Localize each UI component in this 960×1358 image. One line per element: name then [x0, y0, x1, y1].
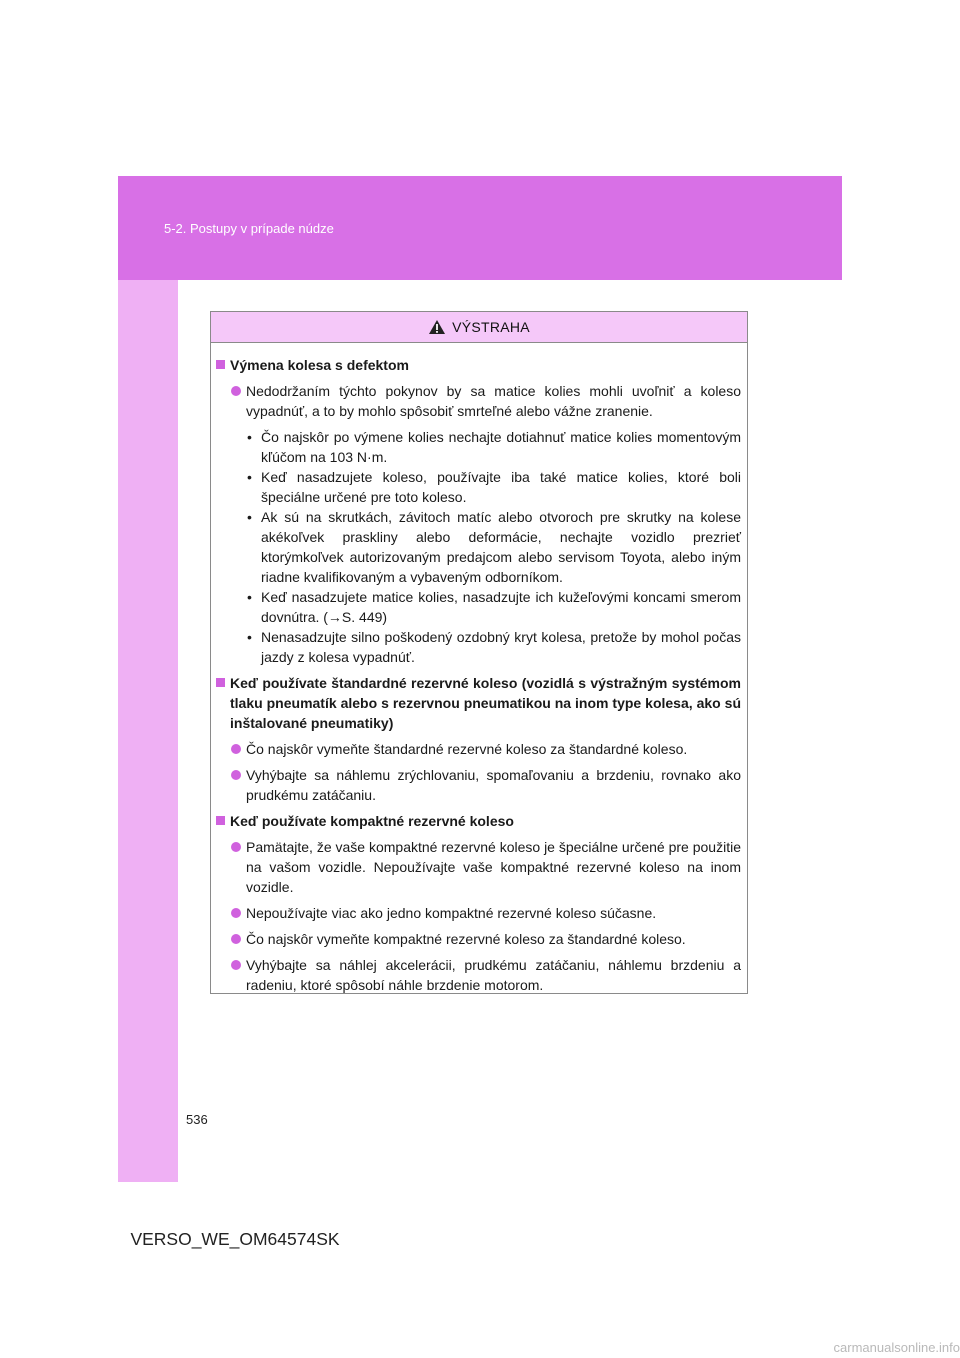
watermark: carmanualsonline.info	[833, 1340, 960, 1355]
warning-title: VÝSTRAHA	[452, 319, 530, 335]
square-bullet-icon	[216, 360, 225, 369]
square-bullet-icon	[216, 678, 225, 687]
list-item: Čo najskôr vymeňte kompaktné rezervné koleso za štandardné koleso.	[216, 929, 741, 949]
section-heading: Keď používate štandardné rezervné koleso (vozidlá s výstražným systémom tlaku pneumatík alebo s rezervnou pneumatikou na inom type kolesa, ako sú inštalované pneumatiky)	[216, 673, 741, 733]
sub-item: • Nenasadzujte silno poškodený ozdobný kryt kolesa, pretože by mohol počas jazdy z kolesa vypadnúť.	[247, 629, 741, 665]
sub-item: • Keď nasadzujete koleso, používajte iba také matice kolies, ktoré boli špeciálne určené pre toto koleso.	[247, 469, 741, 505]
circle-bullet-icon	[231, 908, 241, 918]
warning-section	[216, 355, 741, 667]
circle-bullet-icon	[231, 744, 241, 754]
page-number: 536	[186, 1112, 208, 1127]
warning-section	[216, 673, 741, 805]
warning-header	[211, 312, 747, 343]
list-item: Nepoužívajte viac ako jedno kompaktné rezervné koleso súčasne.	[216, 903, 741, 923]
sub-item: • Čo najskôr po výmene kolies nechajte dotiahnuť matice kolies momentovým kľúčom na 103 N·m.	[247, 429, 741, 465]
list-item: Nedodržaním týchto pokynov by sa matice kolies mohli uvoľniť a koleso vypadnúť, a to by mohlo spôsobiť smrteľné alebo vážne zranenie.	[216, 381, 741, 421]
list-item: Vyhýbajte sa náhlej akcelerácii, prudkému zatáčaniu, náhlemu brzdeniu a radeniu, ktoré spôsobí náhle brzdenie motorom.	[216, 955, 741, 995]
side-band	[118, 280, 178, 1182]
circle-bullet-icon	[231, 934, 241, 944]
list-item: Čo najskôr vymeňte štandardné rezervné koleso za štandardné koleso.	[216, 739, 741, 759]
warning-triangle-icon	[428, 319, 446, 335]
sub-item: • Ak sú na skrutkách, závitoch matíc alebo otvoroch pre skrutky na kolese akékoľvek praskliny alebo deformácie, nechajte vozidlo prezrieť ktorýmkoľvek autorizovaným predajcom alebo servisom Toyota, alebo iným riadne kvalifikovaným a vybaveným odborníkom.	[247, 509, 741, 585]
circle-bullet-icon	[231, 386, 241, 396]
list-item: Vyhýbajte sa náhlemu zrýchlovaniu, spomaľovaniu a brzdeniu, rovnako ako prudkému zatáčaniu.	[216, 765, 741, 805]
square-bullet-icon	[216, 816, 225, 825]
circle-bullet-icon	[231, 842, 241, 852]
warning-body	[211, 343, 747, 995]
section-heading: Výmena kolesa s defektom	[216, 355, 741, 375]
sub-list	[216, 427, 741, 667]
warning-box	[210, 311, 748, 994]
section-heading: Keď používate kompaktné rezervné koleso	[216, 811, 741, 831]
document-code: VERSO_WE_OM64574SK	[130, 1229, 340, 1249]
list-item: Pamätajte, že vaše kompaktné rezervné koleso je špeciálne určené pre použitie na vašom vozidle. Nepoužívajte vaše kompaktné rezervné koleso na inom vozidle.	[216, 837, 741, 897]
circle-bullet-icon	[231, 960, 241, 970]
warning-section	[216, 811, 741, 995]
circle-bullet-icon	[231, 770, 241, 780]
section-title: 5-2. Postupy v prípade núdze	[164, 221, 334, 236]
sub-item: • Keď nasadzujete matice kolies, nasadzujte ich kužeľovými koncami smerom dovnútra. (→S. 449)	[247, 589, 741, 625]
